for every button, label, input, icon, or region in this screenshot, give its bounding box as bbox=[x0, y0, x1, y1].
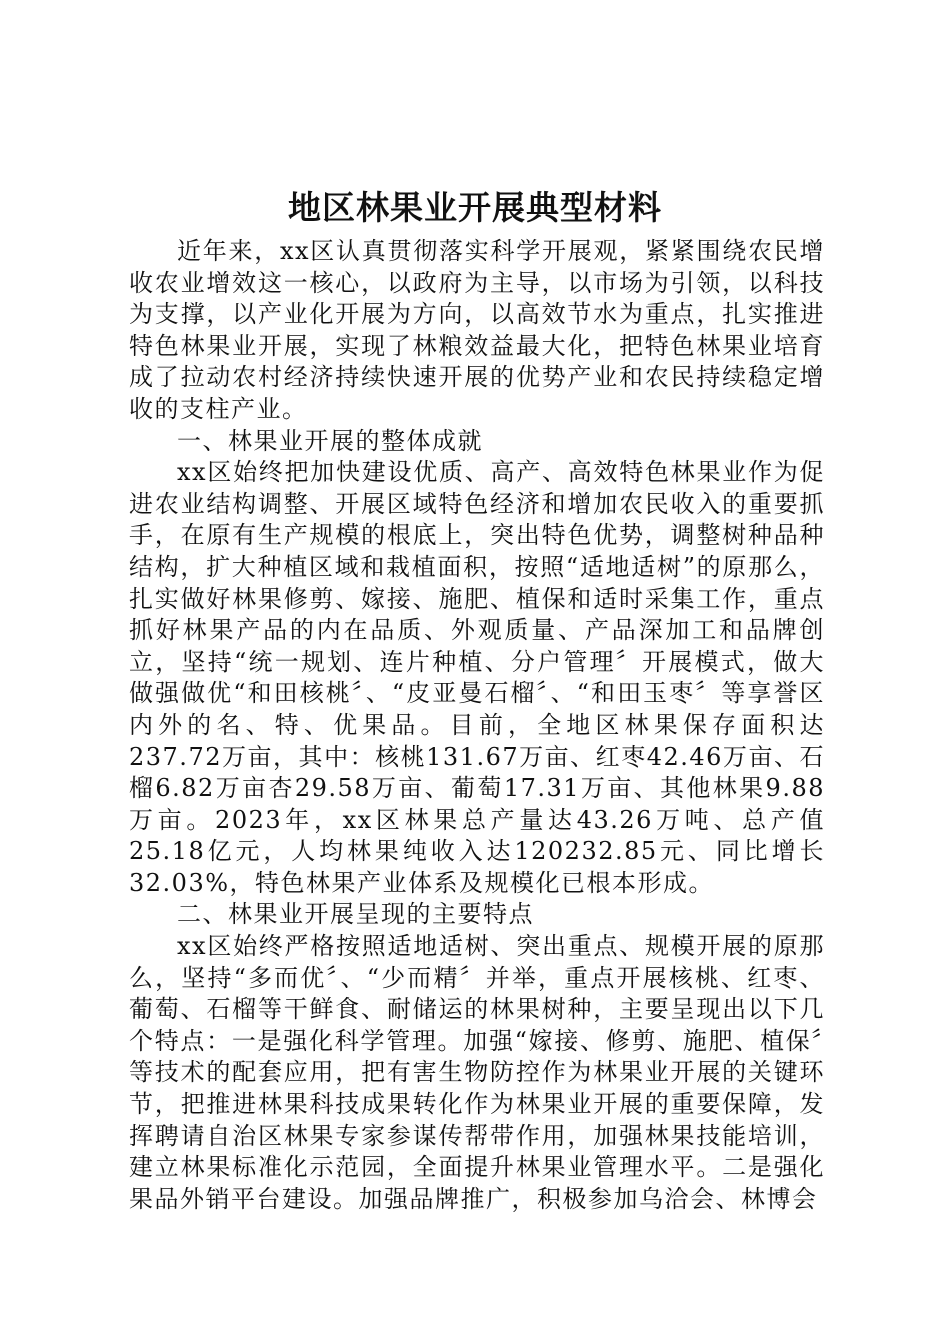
section-heading-1: 一、林果业开展的整体成就 bbox=[177, 426, 483, 455]
paragraph-intro: 近年来，xx区认真贯彻落实科学开展观，紧紧围绕农民增收农业增效这一核心，以政府为主导，以市场为引领，以科技为支撑，以产业化开展为方向，以高效节水为重点，扎实推进特色林果业开展，实现了林粮效益最大化，把特色林果业培育成了拉动农村经济持续快速开展的优势产业和农民持续稳定增收的支柱产业。 bbox=[129, 237, 825, 423]
section-heading-2: 二、林果业开展呈现的主要特点 bbox=[177, 900, 534, 929]
paragraph-achievements: xx区始终把加快建设优质、高产、高效特色林果业作为促进农业结构调整、开展区域特色经济和增加农民收入的重要抓手，在原有生产规模的根底上，突出特色优势，调整树种品种结构，扩大种植区域和栽植面积，按照“适地适树”的原那么，扎实做好林果修剪、嫁接、施肥、植保和适时采集工作，重点抓好林果产品的内在品质、外观质量、产品深加工和品牌创立，坚持“统一规划、连片种植、分户管理〞开展模式，做大做强做优“和田核桃〞、“皮亚曼石榴〞、“和田玉枣〞等享誉区内外的名、特、优果品。目前，全地区林果保存面积达237.72万亩，其中：核桃131.67万亩、红枣42.46万亩、石榴6.82万亩杏29.58万亩、葡萄17.31万亩、其他林果9.88万亩。2023年，xx区林果总产量达43.26万吨、总产值25.18亿元，人均林果纯收入达120232.85元、同比增长32.03%，特色林果产业体系及规模化已根本形成。 bbox=[129, 458, 825, 897]
paragraph-features: xx区始终严格按照适地适树、突出重点、规模开展的原那么，坚持“多而优〞、“少而精〞并举，重点开展核桃、红枣、葡萄、石榴等干鲜食、耐储运的林果树种，主要呈现出以下几个特点：一是强化科学管理。加强“嫁接、修剪、施肥、植保〞等技术的配套应用，把有害生物防控作为林果业开展的关键环节，把推进林果科技成果转化作为林果业开展的重要保障，发挥聘请自治区林果专家参谋传帮带作用，加强林果技能培训，建立林果标准化示范园，全面提升林果业管理水平。二是强化果品外销平台建设。加强品牌推广，积极参加乌洽会、林博会 bbox=[129, 932, 825, 1213]
document-title: 地区林果业开展典型材料 bbox=[288, 188, 662, 227]
document-body bbox=[129, 236, 825, 1215]
